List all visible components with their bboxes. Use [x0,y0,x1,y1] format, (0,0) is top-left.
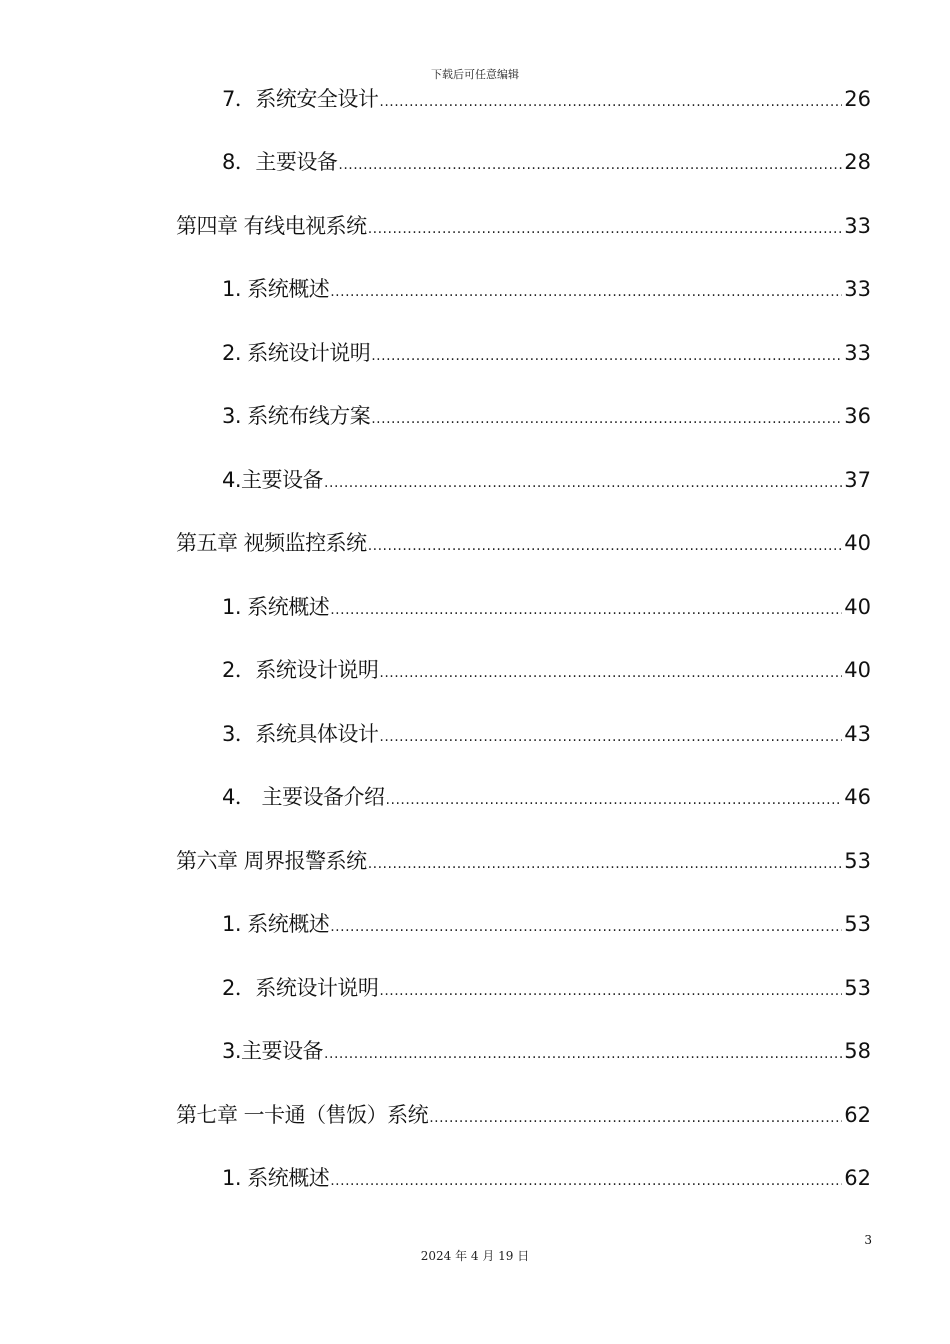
toc-dot-leader [368,209,843,243]
toc-dot-leader [379,653,842,687]
toc-dot-leader [379,971,842,1005]
toc-dot-leader [429,1098,842,1132]
toc-entry-page: 33 [844,214,871,238]
toc-entry[interactable] [222,971,871,1005]
page-number: 3 [864,1233,872,1247]
toc-chapter-entry[interactable] [176,526,871,560]
toc-entry-title: 8．主要设备 [222,150,338,174]
toc-chapter-entry[interactable] [176,209,871,243]
toc-entry-title: 第四章 有线电视系统 [176,214,367,238]
toc-entry-page: 58 [844,1039,871,1063]
toc-entry-page: 46 [844,785,871,809]
toc-entry-page: 40 [844,658,871,682]
toc-dot-leader [379,82,842,116]
toc-chapter-entry[interactable] [176,844,871,878]
toc-entry-title: 2．系统设计说明 [222,658,379,682]
toc-entry[interactable] [222,463,871,497]
toc-dot-leader [330,1161,842,1195]
toc-entry-title: 1. 系统概述 [222,912,330,936]
toc-dot-leader [330,907,842,941]
toc-entry[interactable] [222,780,871,814]
toc-dot-leader [371,336,842,370]
toc-entry[interactable] [222,145,871,179]
toc-entry-page: 53 [844,912,871,936]
toc-entry-page: 37 [844,468,871,492]
toc-entry-page: 53 [844,976,871,1000]
toc-entry-title: 1. 系统概述 [222,1166,330,1190]
toc-entry-page: 43 [844,722,871,746]
toc-dot-leader [379,717,842,751]
toc-dot-leader [386,780,843,814]
toc-entry-page: 40 [844,531,871,555]
toc-dot-leader [368,526,843,560]
toc-dot-leader [324,1034,842,1068]
toc-entry[interactable] [222,1034,871,1068]
toc-entry[interactable] [222,1161,871,1195]
toc-entry-title: 1. 系统概述 [222,595,330,619]
toc-dot-leader [324,463,842,497]
toc-entry[interactable] [222,907,871,941]
toc-entry[interactable] [222,272,871,306]
toc-entry-page: 26 [844,87,871,111]
toc-dot-leader [330,590,842,624]
header-note: 下载后可任意编辑 [431,68,519,81]
toc-entry-page: 53 [844,849,871,873]
toc-entry-title: 7．系统安全设计 [222,87,379,111]
toc-entry[interactable] [222,82,871,116]
toc-dot-leader [338,145,842,179]
toc-entry-page: 40 [844,595,871,619]
toc-entry-page: 62 [844,1166,871,1190]
toc-entry-title: 2．系统设计说明 [222,976,379,1000]
toc-entry-title: 4． 主要设备介绍 [222,785,385,809]
toc-entry-page: 33 [844,341,871,365]
toc-entry-title: 第七章 一卡通（售饭）系统 [176,1103,429,1127]
toc-entry-page: 62 [844,1103,871,1127]
toc-dot-leader [330,272,842,306]
toc-chapter-entry[interactable] [176,1098,871,1132]
toc-entry[interactable] [222,336,871,370]
toc-entry-page: 28 [844,150,871,174]
toc-entry-title: 3.主要设备 [222,1039,324,1063]
toc-entry-title: 1. 系统概述 [222,277,330,301]
toc-dot-leader [371,399,842,433]
toc-entry-title: 第六章 周界报警系统 [176,849,367,873]
toc-entry[interactable] [222,590,871,624]
toc-entry[interactable] [222,399,871,433]
toc-entry-title: 3．系统具体设计 [222,722,379,746]
toc-entry[interactable] [222,717,871,751]
toc-dot-leader [368,844,843,878]
toc-entry-page: 36 [844,404,871,428]
footer-date: 2024 年 4 月 19 日 [420,1249,530,1263]
toc-entry[interactable] [222,653,871,687]
toc-entry-title: 第五章 视频监控系统 [176,531,367,555]
toc-entry-title: 2. 系统设计说明 [222,341,371,365]
toc-entry-page: 33 [844,277,871,301]
toc-entry-title: 4.主要设备 [222,468,324,492]
toc-entry-title: 3. 系统布线方案 [222,404,371,428]
